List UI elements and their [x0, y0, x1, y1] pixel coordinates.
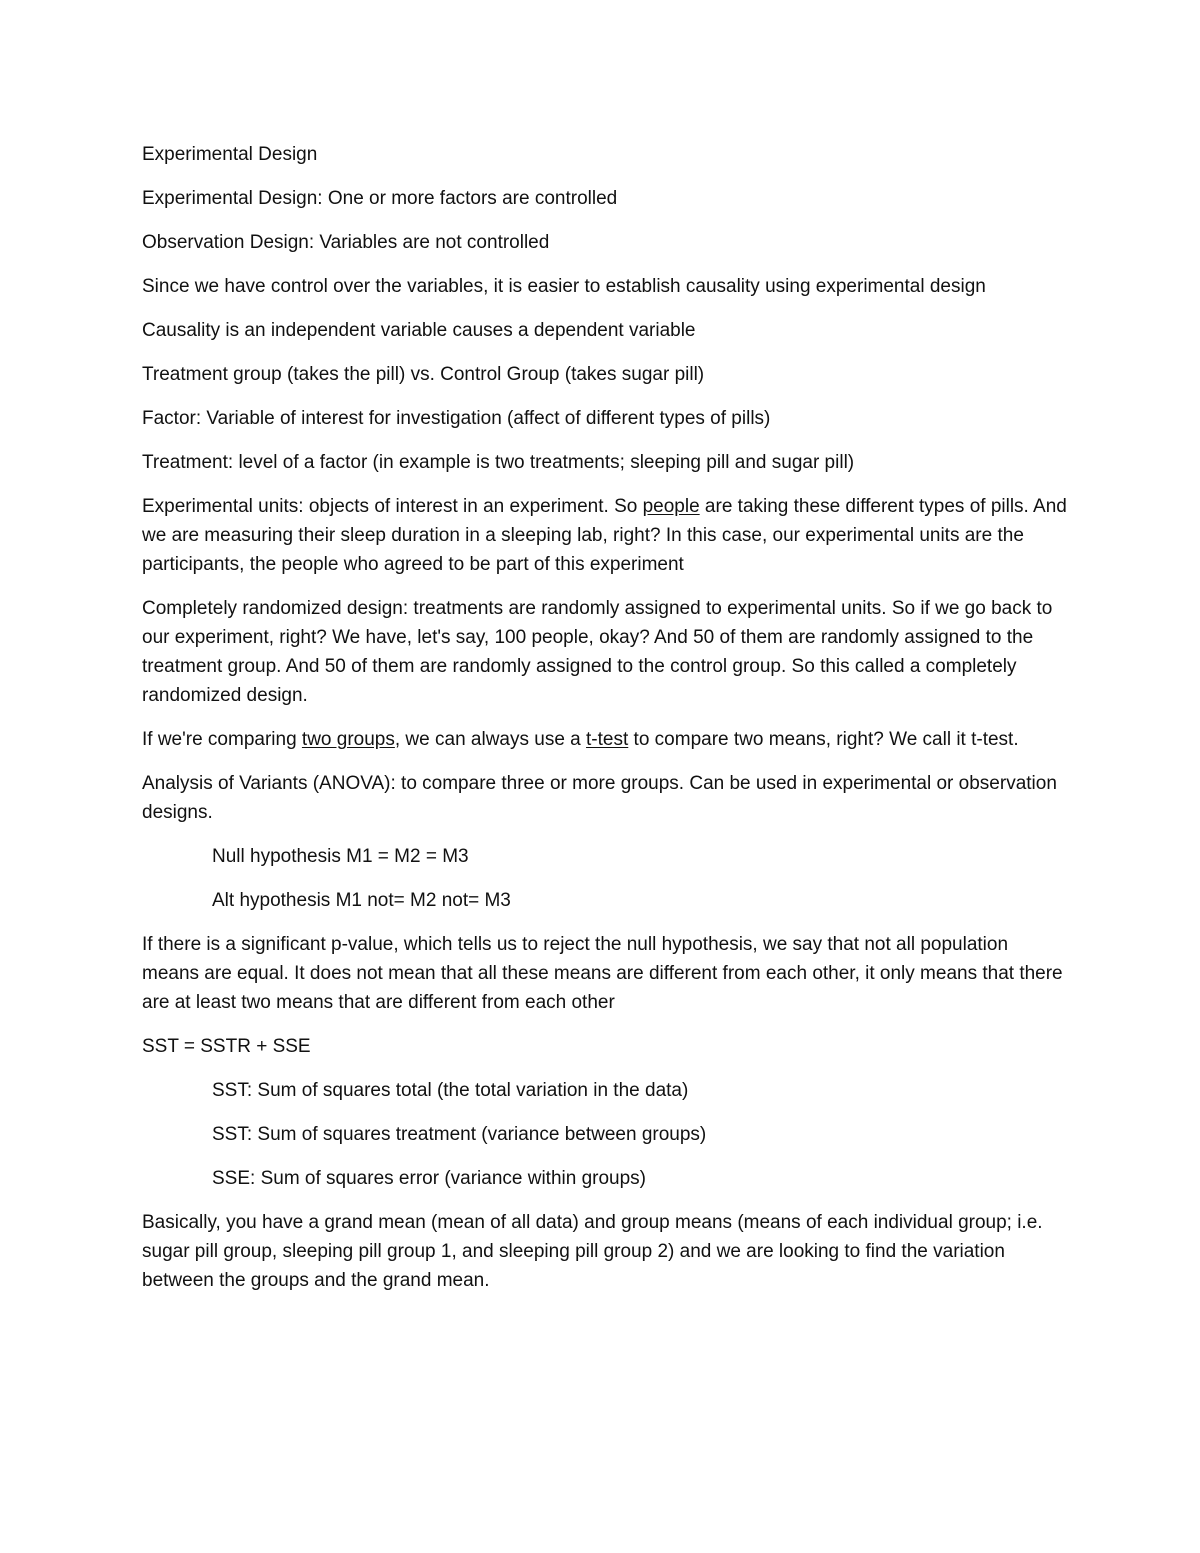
paragraph-treatment-group: Treatment group (takes the pill) vs. Control Group (takes sugar pill): [142, 364, 705, 385]
document-body: [142, 140, 1067, 1310]
paragraph-treatment: Treatment: level of a factor (in example is two treatments; sleeping pill and sugar pill): [142, 452, 855, 473]
paragraph-sst-treatment: SST: Sum of squares treatment (variance between groups): [212, 1124, 707, 1145]
paragraph-experimental-design: Experimental Design: One or more factors are controlled: [142, 188, 618, 209]
paragraph-alt-hypothesis: Alt hypothesis M1 not= M2 not= M3: [212, 890, 511, 911]
paragraph-factor: Factor: Variable of interest for investigation (affect of different types of pills): [142, 408, 771, 429]
paragraph-grand-mean: Basically, you have a grand mean (mean of all data) and group means (means of each individual group; i.e. sugar pill group, sleeping pill group 1, and sleeping pill group 2) and we are looking to find the variation between the groups and the grand mean.: [142, 1212, 1043, 1291]
paragraph-sst-equation: SST = SSTR + SSE: [142, 1036, 311, 1057]
underlined-two-groups: two groups: [301, 729, 395, 750]
underlined-people: people: [642, 496, 700, 517]
units-text-before: Experimental units: objects of interest in an experiment. So: [142, 496, 643, 517]
paragraph-anova: Analysis of Variants (ANOVA): to compare three or more groups. Can be used in experimental or observation designs.: [142, 773, 1057, 823]
paragraph-ttest: [142, 725, 1067, 754]
paragraph-sst-total: SST: Sum of squares total (the total variation in the data): [212, 1080, 689, 1101]
paragraph-sse: SSE: Sum of squares error (variance within groups): [212, 1168, 647, 1189]
paragraph-null-hypothesis: Null hypothesis M1 = M2 = M3: [212, 846, 469, 867]
ttest-text-1: If we're comparing: [142, 729, 302, 750]
paragraph-experimental-units: [142, 492, 1067, 579]
document-title: Experimental Design: [142, 144, 318, 165]
paragraph-observation-design: Observation Design: Variables are not controlled: [142, 232, 550, 253]
units-text-after: are taking these different types of pills. And we are measuring their sleep duration in a sleeping lab, right? In this case, our experimental units are the participants, the people who agreed to be part of this experiment: [142, 496, 1067, 575]
ttest-text-3: to compare two means, right? We call it t-test.: [628, 729, 1019, 750]
paragraph-control-causality: Since we have control over the variables, it is easier to establish causality using experimental design: [142, 276, 986, 297]
paragraph-randomized-design: Completely randomized design: treatments are randomly assigned to experimental units. So if we go back to our experiment, right? We have, let's say, 100 people, okay? And 50 of them are randomly assigned to the treatment group. And 50 of them are randomly assigned to the control group. So this called a completely randomized design.: [142, 598, 1053, 706]
underlined-t-test: t-test: [586, 729, 629, 750]
paragraph-significant-p-value: If there is a significant p-value, which tells us to reject the null hypothesis, we say that not all population means are equal. It does not mean that all these means are different from each other, it only means that there are at least two means that are different from each other: [142, 934, 1063, 1013]
paragraph-causality-definition: Causality is an independent variable causes a dependent variable: [142, 320, 696, 341]
ttest-text-2: , we can always use a: [394, 729, 587, 750]
